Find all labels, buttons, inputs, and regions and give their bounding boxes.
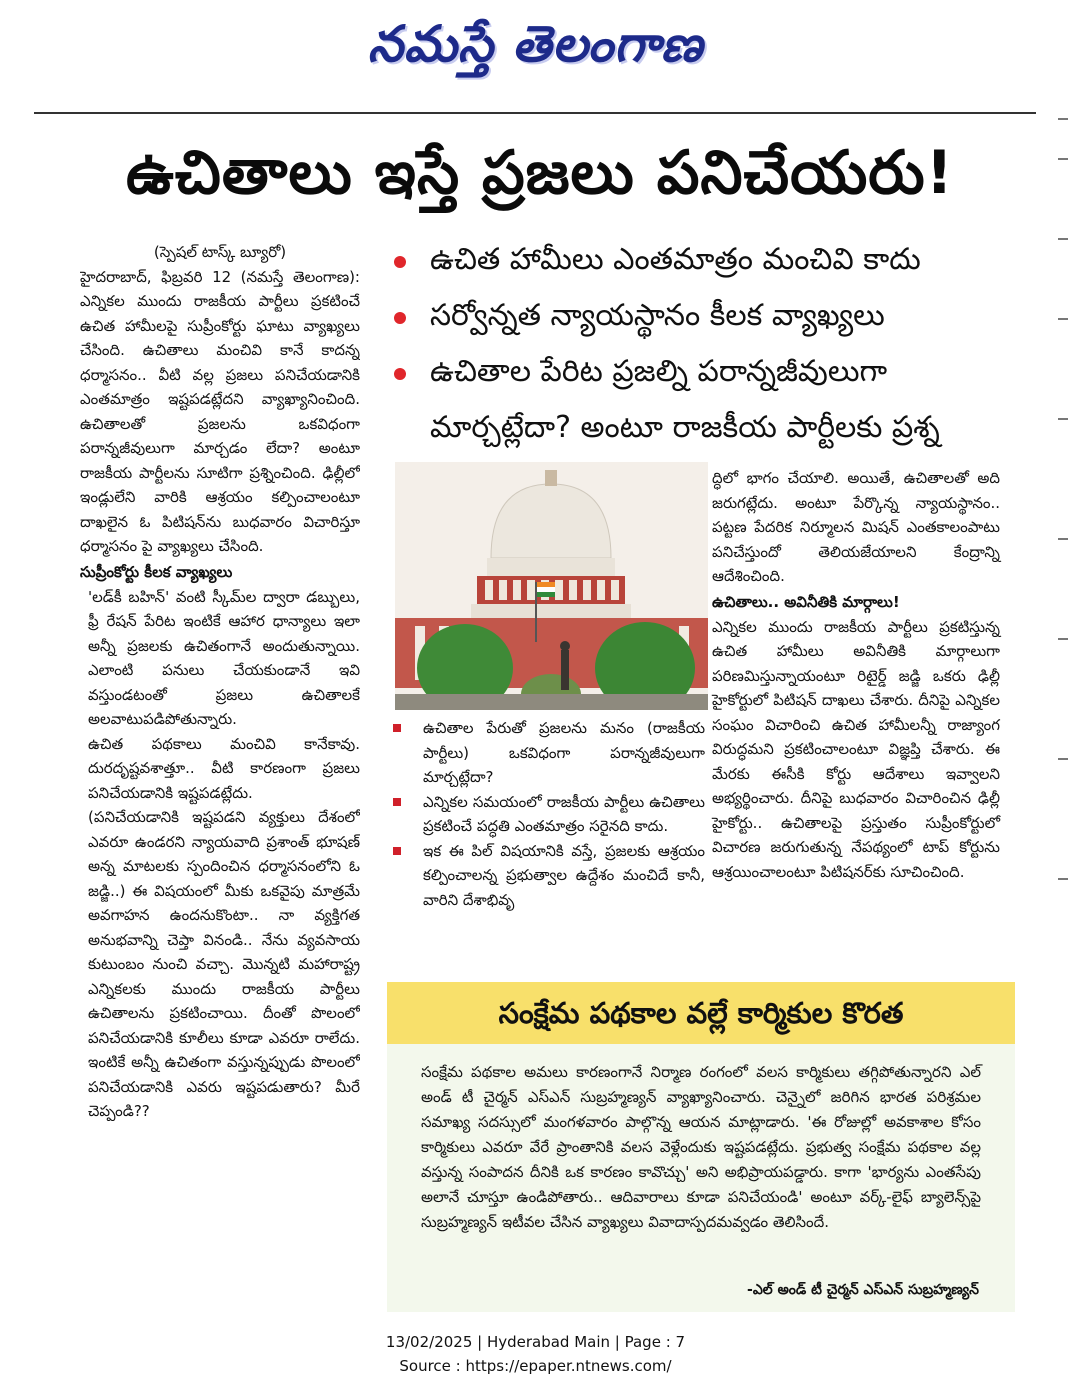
footer — [0, 1330, 1071, 1378]
list-item — [80, 585, 360, 732]
highlight-point — [390, 288, 1030, 344]
bullet-square-icon — [393, 847, 401, 855]
highlight-point-text: సర్వోన్నత న్యాయస్థానం కీలక వ్యాఖ్యలు — [430, 298, 885, 333]
adjacent-column-edge — [1058, 118, 1071, 958]
bullet-dot-icon — [394, 312, 406, 324]
top-rule — [34, 112, 1036, 114]
list-item — [415, 716, 705, 790]
list-item-text: (పనిచేయడానికి ఇష్టపడని వ్యక్తులు దేశంలో ఎవరూ ఉండరని న్యాయవాది ప్రశాంత్ భూషణ్ అన్న మాటలకు స్పందించిన ధర్మాసనంలోని ఓ జడ్జి..) ఈ విషయంలో మీకు ఒకవైపు మాత్రమే అవగాహన ఉందనుకొంటా.. నా వ్యక్తిగత అనుభవాన్ని చెప్తా వినండి.. నేను వ్యవసాయ కుటుంబం నుంచి వచ్చా. మొన్నటి మహారాష్ట్ర ఎన్నికలకు ముందు రాజకీయ పార్టీలు ఉచితాలను ప్రకటించాయి. దీంతో పొలంలో పనిచేయడానికి కూలీలు కూడా ఎవరూ రాలేదు. ఇంటికే అన్నీ ఉచితంగా వస్తున్నప్పుడు పొలంలో పనిచేయడానికి ఎవరు ఇష్టపడుతారు? మీరే చెప్పండి?? — [88, 808, 360, 1120]
box-title: సంక్షేమ పథకాల వల్లే కార్మికుల కొరత — [387, 982, 1015, 1044]
byline: (స్పెషల్ టాస్క్ బ్యూరో) — [153, 243, 287, 261]
list-item — [80, 732, 360, 806]
box-attribution: -ఎల్ అండ్ టీ చైర్మన్ ఎస్ఎన్ సుబ్రహ్మణ్యన్ — [747, 1282, 979, 1298]
footer-date-edition: 13/02/2025 | Hyderabad Main | Page : 7 — [385, 1333, 686, 1351]
intro-paragraph: హైదరాబాద్, ఫిబ్రవరి 12 (నమస్తే తెలంగాణ): ఎన్నికల ముందు రాజకీయ పార్టీలు ప్రకటించే ఉచిత హామీలపై సుప్రీంకోర్టు ఘాటు వ్యాఖ్యలు చేసింది. ఉచితాలు మంచివి కానే కాదన్న ధర్మాసనం.. వీటి వల్ల ప్రజలు పనిచేయడానికి ఎంతమాత్రం ఇష్టపడట్లేదని వ్యాఖ్యానించింది. ఉచితాలతో ప్రజలను ఒకవిధంగా పరాన్నజీవులుగా మార్చడం లేదా? అంటూ రాజకీయ పార్టీలను సూటిగా ప్రశ్నించింది. ఢిల్లీలో ఇండ్లులేని వారికి ఆశ్రయం కల్పించాలంటూ దాఖలైన ఓ పిటిషన్‌ను బుధవారం విచారిస్తూ ధర్మాసనం పై వ్యాఖ్యలు చేసింది. — [80, 267, 360, 555]
footer-source: Source : https://epaper.ntnews.com/ — [399, 1357, 672, 1375]
list-item-text: ఉచిత పథకాలు మంచివి కానేకావు. దురదృష్టవశాత్తూ.. వీటి కారణంగా ప్రజలు పనిచేయడానికి ఇష్టపడట్లేదు. — [88, 734, 360, 802]
list-item — [80, 805, 360, 1124]
sidebar-box — [387, 982, 1015, 1312]
list-item — [415, 790, 705, 839]
highlight-point-text: ఉచితాల పేరిట ప్రజల్ని పరాన్నజీవులుగా మార్చట్లేదా? అంటూ రాజకీయ పార్టీలకు ప్రశ్న — [430, 354, 940, 445]
highlight-points — [390, 232, 1030, 456]
box-body: సంక్షేమ పథకాల అమలు కారణంగానే నిర్మాణ రంగంలో వలస కార్మికులు తగ్గిపోతున్నారని ఎల్ అండ్ టీ చైర్మన్ ఎస్ఎన్ సుబ్రహ్మణ్యన్ వ్యాఖ్యానించారు. చెన్నైలో జరిగిన భారత పరిశ్రమల సమాఖ్య సదస్సులో మంగళవారం పాల్గొన్న ఆయన మాట్లాడారు. 'ఈ రోజుల్లో అవకాశాల కోసం కార్మికులు ఎవరూ వేరే ప్రాంతానికి వలస వెళ్లేందుకు ఇష్టపడట్లేదు. ప్రభుత్వ సంక్షేమ పథకాల వల్ల వస్తున్న సంపాదన దీనికి ఒక కారణం కావొచ్చు' అని అభిప్రాయపడ్డారు. కాగా 'భార్యను ఎంతసేపు అలానే చూస్తూ ఉండిపోతారు.. ఆదివారాలు కూడా పనిచేయండి' అంటూ వర్క్-లైఫ్ బ్యాలెన్స్‌పై సుబ్రహ్మణ్యన్ ఇటీవల చేసిన వ్యాఖ్యలు వివాదాస్పదమవ్వడం తెలిసిందే. — [421, 1063, 981, 1231]
list-item-text: 'లడ్‌కీ బహిన్' వంటి స్కీమ్‌ల ద్వారా డబ్బులు, ఫ్రీ రేషన్ పేరిట ఇంటికే ఆహార ధాన్యాలు ఇలా అన్నీ ప్రజలకు ఉచితంగానే అందుతున్నాయి. ఎలాంటి పనులు చేయకుండానే ఇవి వస్తుండటంతో ప్రజలు ఉచితాలకే అలవాటుపడిపోతున్నారు. — [88, 587, 360, 728]
highlight-point — [390, 344, 1030, 456]
list-item — [415, 839, 705, 913]
masthead-title: నమస్తే తెలంగాణ — [367, 15, 704, 73]
highlight-point-text: ఉచిత హామీలు ఎంతమాత్రం మంచివి కాదు — [430, 242, 921, 277]
right-subhead: ఉచితాలు.. అవినీతికి మార్గాలు! — [712, 592, 900, 611]
right-column — [712, 466, 1000, 884]
bullet-square-icon — [393, 724, 401, 732]
list-item-text: ఎన్నికల సమయంలో రాజకీయ పార్టీలు ఉచితాలు ప్రకటించే పద్ధతి ఎంతమాత్రం సరైనది కాదు. — [423, 792, 705, 835]
bullet-dot-icon — [394, 368, 406, 380]
bullet-dot-icon — [394, 256, 406, 268]
left-subhead: సుప్రీంకోర్టు కీలక వ్యాఖ్యలు — [80, 562, 233, 581]
right-paragraph-2: ఎన్నికల ముందు రాజకీయ పార్టీలు ప్రకటిస్తున్న ఉచిత హామీలు అవినీతికి మార్గాలుగా పరిణమిస్తున్నాయంటూ రిటైర్డ్ జడ్జి ఒకరు ఢిల్లీ హైకోర్టులో పిటిషన్ దాఖలు చేశారు. దీనిపై ఎన్నికల సంఘం విచారించి ఉచిత హామీలన్నీ రాజ్యాంగ విరుద్ధమని ప్రకటించాలంటూ విజ్ఞప్తి చేశారు. ఈ మేరకు ఈసీకి కోర్టు ఆదేశాలు ఇవ్వాలని అభ్యర్థించారు. దీనిపై బుధవారం విచారించిన ఢిల్లీ హైకోర్టు.. ఉచితాలపై ప్రస్తుతం సుప్రీంకోర్టులో విచారణ జరుగుతున్న నేపథ్యంలో టాప్ కోర్టును ఆశ్రయించాలంటూ పిటిషనర్‌కు సూచించింది. — [712, 617, 1000, 881]
list-item-text: ఇక ఈ పిల్ విషయానికి వస్తే, ప్రజలకు ఆశ్రయం కల్పించాలన్న ప్రభుత్వాల ఉద్దేశం మంచిదే కానీ, వారిని దేశాభివృ — [423, 841, 705, 909]
headline: ఉచితాలు ఇస్తే ప్రజలు పనిచేయరు! — [126, 138, 954, 208]
highlight-point — [390, 232, 1030, 288]
middle-column — [415, 716, 705, 912]
right-paragraph-1: ద్ధిలో భాగం చేయాలి. అయితే, ఉచితాలతో అది జరుగట్లేదు. అంటూ పేర్కొన్న న్యాయస్థానం.. పట్టణ పేదరిక నిర్మూలన మిషన్ ఎంతకాలంపాటు పనిచేస్తుందో తెలియజేయాలని కేంద్రాన్ని ఆదేశించింది. — [712, 469, 1000, 585]
supreme-court-photo — [395, 462, 708, 710]
supreme-court-illustration — [395, 462, 708, 710]
bullet-square-icon — [393, 798, 401, 806]
left-column — [80, 240, 360, 1320]
list-item-text: ఉచితాల పేరుతో ప్రజలను మనం (రాజకీయ పార్టీలు) ఒకవిధంగా పరాన్నజీవులుగా మార్చట్లేదా? — [423, 719, 705, 786]
